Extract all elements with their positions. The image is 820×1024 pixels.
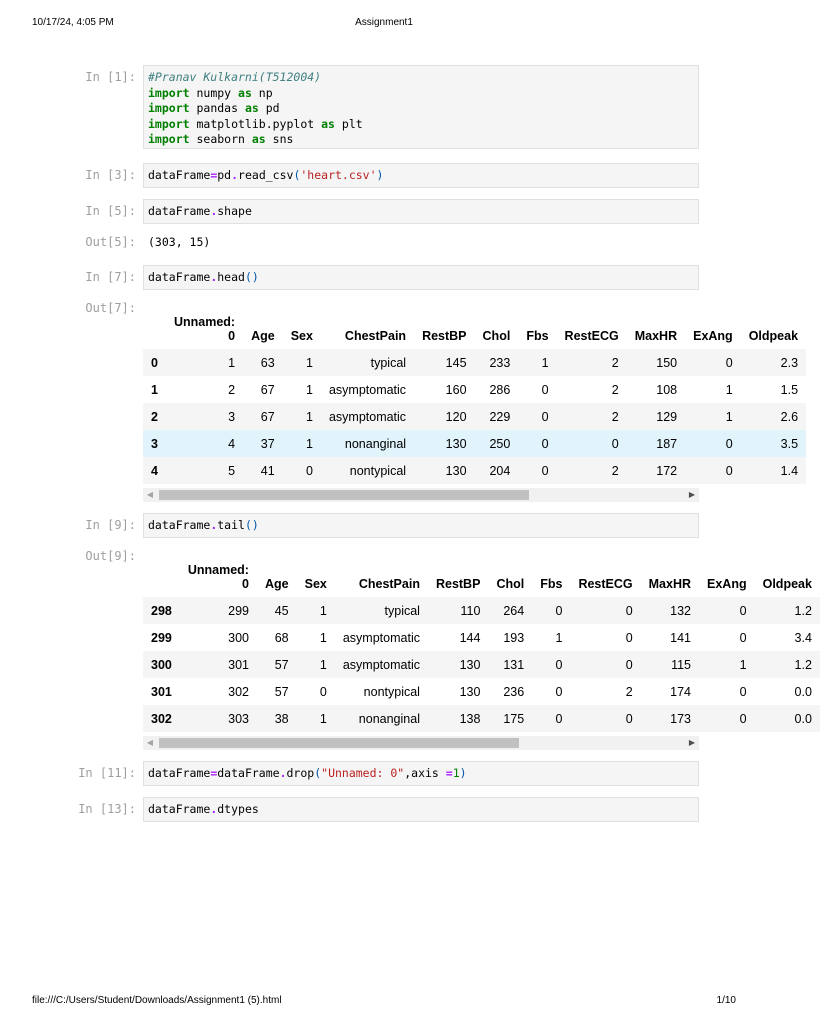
code-input[interactable] (143, 163, 699, 188)
table-cell: 2 (611, 382, 619, 397)
table-cell: 2.3 (780, 355, 799, 370)
table-cell: 0 (625, 603, 633, 618)
table-header-row (143, 547, 820, 597)
table-cell: nonanginal (358, 711, 420, 726)
table-cell: 1 (319, 630, 327, 645)
code-token: import (148, 85, 190, 100)
table-cell: 1 (228, 355, 236, 370)
code-token: import (148, 132, 190, 147)
code-token: as (238, 85, 252, 100)
table-cell: 138 (459, 711, 481, 726)
table-cell: 1 (306, 436, 313, 451)
code-token: dataFrame (148, 518, 211, 532)
table-cell: 0 (739, 711, 747, 726)
table-cell: 115 (671, 657, 692, 672)
column-header: Unnamed: 0 (173, 315, 236, 343)
table-cell: 2 (611, 355, 619, 370)
table-row (143, 678, 820, 705)
table-cell: 1 (555, 630, 563, 645)
code-token: dataFrame (148, 168, 211, 182)
table-row (143, 624, 820, 651)
table-row (143, 597, 820, 624)
table-cell: typical (370, 355, 407, 370)
output-prompt: Out[7]: (85, 301, 136, 315)
table-cell: 0 (319, 684, 327, 699)
column-header: Age (264, 577, 289, 591)
code-token: drop (286, 766, 315, 780)
table-cell: 1.5 (780, 382, 799, 397)
table-cell: 187 (656, 436, 678, 451)
code-token: "Unnamed: 0" (321, 766, 405, 780)
output-prompt: Out[9]: (85, 549, 136, 563)
table-cell: 68 (274, 630, 289, 645)
code-input[interactable] (143, 513, 699, 538)
table-cell: 1 (541, 355, 549, 370)
input-prompt: In [7]: (85, 270, 136, 284)
row-index: 2 (151, 409, 158, 424)
code-token: as (321, 116, 335, 131)
code-token: dataFrame (148, 766, 211, 780)
scrollbar-thumb[interactable] (159, 490, 529, 500)
table-cell: 0 (725, 463, 733, 478)
table-cell: 175 (503, 711, 525, 726)
table-cell: 0 (541, 382, 549, 397)
column-header: RestBP (422, 329, 467, 343)
code-token: np (251, 85, 273, 100)
horizontal-scrollbar[interactable] (143, 488, 699, 502)
code-token: import (148, 101, 190, 116)
code-token: . (210, 204, 218, 218)
code-token: . (210, 518, 218, 532)
table-cell: 130 (459, 684, 481, 699)
row-index: 302 (151, 711, 172, 726)
input-prompt: In [1]: (85, 70, 136, 84)
code-token: dataFrame (148, 204, 211, 218)
column-header: Unnamed: 0 (187, 563, 249, 591)
column-header (143, 299, 166, 349)
dataframe-table (143, 299, 806, 484)
table-cell: 150 (656, 355, 678, 370)
table-cell: 144 (459, 630, 481, 645)
table-cell: 63 (260, 355, 275, 370)
table-cell: 67 (260, 409, 275, 424)
table-cell: 2 (611, 409, 619, 424)
code-token: = (210, 168, 218, 182)
table-cell: 204 (489, 463, 511, 478)
column-header: ExAng (693, 329, 733, 343)
print-header (0, 17, 768, 31)
table-cell: 1 (306, 409, 313, 424)
table-row (143, 403, 806, 430)
row-index: 3 (151, 436, 158, 451)
table-cell: 3.5 (780, 436, 799, 451)
code-token: 1 (452, 766, 460, 780)
table-cell: 2.6 (780, 409, 799, 424)
dataframe-tail (143, 547, 812, 727)
column-header: Sex (304, 577, 327, 591)
column-header: Oldpeak (748, 329, 799, 343)
column-header: Fbs (540, 577, 563, 591)
code-input[interactable] (143, 265, 699, 290)
table-cell: 131 (503, 657, 525, 672)
table-cell: 0 (541, 409, 549, 424)
table-cell: 236 (503, 684, 525, 699)
code-line (148, 132, 694, 148)
scroll-left-icon[interactable]: ◀ (146, 738, 154, 747)
print-page-number: 1/10 (716, 995, 736, 1006)
table-cell: 193 (503, 630, 525, 645)
table-cell: 0 (625, 657, 633, 672)
scrollbar-thumb[interactable] (159, 738, 519, 748)
input-prompt: In [11]: (78, 766, 136, 780)
table-cell: 0 (555, 684, 563, 699)
code-token: dataFrame (148, 270, 211, 284)
code-token: . (210, 270, 218, 284)
code-token: () (244, 518, 259, 532)
code-token: read_csv (238, 168, 294, 182)
table-cell: 67 (260, 382, 275, 397)
table-row (143, 457, 806, 484)
table-cell: 1 (306, 382, 313, 397)
table-cell: asymptomatic (342, 657, 420, 672)
column-header: RestECG (578, 577, 633, 591)
code-token: pd (258, 101, 280, 116)
table-cell: 0 (725, 355, 733, 370)
column-header: Oldpeak (762, 577, 812, 591)
dataframe-head (143, 299, 799, 478)
table-cell: 233 (489, 355, 511, 370)
code-token: dataFrame (217, 766, 280, 780)
table-row (143, 705, 820, 732)
table-cell: 302 (228, 684, 249, 699)
table-cell: 37 (260, 436, 275, 451)
input-prompt: In [13]: (78, 802, 136, 816)
column-header: MaxHR (648, 577, 692, 591)
print-title: Assignment1 (355, 17, 413, 28)
column-header: ChestPain (358, 577, 420, 591)
column-header: ExAng (707, 577, 747, 591)
column-header: MaxHR (634, 329, 678, 343)
table-cell: 0.0 (794, 684, 812, 699)
table-row (143, 651, 820, 678)
code-token: . (210, 802, 218, 816)
column-header: Fbs (526, 329, 549, 343)
table-cell: 145 (445, 355, 467, 370)
output-prompt: Out[5]: (85, 235, 136, 249)
table-cell: 303 (228, 711, 249, 726)
code-token: () (244, 270, 259, 284)
table-cell: 286 (489, 382, 511, 397)
column-header: Sex (290, 329, 313, 343)
table-cell: 1 (739, 657, 747, 672)
code-line (148, 518, 694, 534)
table-cell: 264 (503, 603, 525, 618)
table-cell: 141 (670, 630, 692, 645)
code-token: ,axis (404, 766, 446, 780)
table-cell: 2 (228, 382, 236, 397)
code-line (148, 117, 694, 133)
code-token: head (217, 270, 245, 284)
code-token: as (251, 132, 266, 147)
row-index: 1 (151, 382, 158, 397)
table-cell: 0 (555, 603, 563, 618)
code-token: ) (376, 168, 384, 182)
table-cell: 0 (739, 630, 747, 645)
code-line (148, 270, 694, 286)
table-cell: 0 (625, 630, 633, 645)
table-cell: 0 (725, 436, 733, 451)
table-cell: 301 (228, 657, 249, 672)
table-cell: 130 (445, 436, 467, 451)
code-line (148, 766, 694, 782)
table-cell: 0 (555, 657, 563, 672)
table-cell: 0.0 (794, 711, 812, 726)
code-token: as (244, 101, 259, 116)
table-cell: 5 (228, 463, 236, 478)
code-token: ( (314, 766, 322, 780)
table-cell: 1 (319, 603, 327, 618)
table-cell: 1.2 (794, 603, 812, 618)
table-cell: nontypical (349, 463, 407, 478)
code-input[interactable] (143, 199, 699, 224)
column-header: ChestPain (344, 329, 407, 343)
table-cell: 1 (725, 409, 733, 424)
table-cell: nontypical (363, 684, 420, 699)
print-datetime: 10/17/24, 4:05 PM (32, 17, 114, 28)
table-cell: asymptomatic (328, 382, 407, 397)
code-token: = (445, 766, 453, 780)
table-cell: 0 (306, 463, 313, 478)
code-input[interactable] (143, 761, 699, 786)
column-header: RestBP (435, 577, 481, 591)
table-cell: 108 (656, 382, 678, 397)
dataframe-table (143, 547, 820, 732)
table-cell: 1.2 (794, 657, 812, 672)
code-token: #Pranav Kulkarni(T512004) (148, 70, 322, 84)
table-cell: 0 (555, 711, 563, 726)
table-cell: 57 (274, 684, 289, 699)
table-cell: 0 (739, 684, 747, 699)
code-token: plt (334, 116, 363, 131)
table-cell: asymptomatic (328, 409, 407, 424)
table-row (143, 430, 806, 457)
table-cell: 299 (228, 603, 249, 618)
code-token: seaborn (189, 132, 252, 147)
row-index: 0 (151, 355, 158, 370)
table-cell: 0 (611, 436, 619, 451)
table-cell: 130 (459, 657, 481, 672)
column-header (143, 547, 180, 597)
row-index: 300 (151, 657, 172, 672)
table-header-row (143, 299, 806, 349)
code-token: import (148, 116, 190, 131)
table-cell: 174 (670, 684, 692, 699)
code-line (148, 168, 694, 184)
table-cell: typical (384, 603, 420, 618)
scroll-right-icon[interactable]: ▶ (688, 490, 696, 499)
code-token: dataFrame (148, 802, 211, 816)
table-cell: 3.4 (794, 630, 812, 645)
table-cell: 120 (445, 409, 467, 424)
output-text: (303, 15) (148, 235, 211, 249)
column-header: Chol (496, 577, 525, 591)
input-prompt: In [5]: (85, 204, 136, 218)
table-cell: 0 (541, 436, 549, 451)
code-token: pd (217, 168, 232, 182)
print-footer (0, 995, 768, 1009)
code-token: pandas (189, 101, 245, 116)
table-cell: 41 (260, 463, 275, 478)
table-row (143, 349, 806, 376)
table-cell: 300 (228, 630, 249, 645)
code-token: = (210, 766, 218, 780)
column-header: RestECG (564, 329, 619, 343)
table-cell: 3 (228, 409, 236, 424)
table-cell: 1 (725, 382, 733, 397)
code-line (148, 802, 694, 818)
code-token: . (231, 168, 239, 182)
code-token: ) (459, 766, 467, 780)
table-cell: 45 (274, 603, 289, 618)
row-index: 301 (151, 684, 172, 699)
table-cell: nonanginal (344, 436, 407, 451)
row-index: 4 (151, 463, 158, 478)
table-cell: 250 (489, 436, 511, 451)
code-input[interactable] (143, 65, 699, 149)
scroll-left-icon[interactable]: ◀ (146, 490, 154, 499)
table-cell: 38 (274, 711, 289, 726)
input-prompt: In [9]: (85, 518, 136, 532)
table-cell: 0 (739, 603, 747, 618)
table-cell: 172 (656, 463, 678, 478)
table-cell: 1.4 (780, 463, 799, 478)
table-cell: 2 (625, 684, 633, 699)
table-cell: asymptomatic (342, 630, 420, 645)
row-index: 299 (151, 630, 172, 645)
scroll-right-icon[interactable]: ▶ (688, 738, 696, 747)
table-cell: 160 (445, 382, 467, 397)
code-line (148, 86, 694, 102)
table-cell: 229 (489, 409, 511, 424)
code-line (148, 70, 694, 86)
code-line (148, 204, 694, 220)
horizontal-scrollbar[interactable] (143, 736, 699, 750)
code-input[interactable] (143, 797, 699, 822)
code-token: shape (217, 204, 252, 218)
table-cell: 1 (306, 355, 313, 370)
table-cell: 110 (460, 603, 481, 618)
code-token: . (279, 766, 287, 780)
table-cell: 132 (670, 603, 692, 618)
table-cell: 130 (445, 463, 467, 478)
code-line (148, 101, 694, 117)
code-token: sns (265, 132, 294, 147)
code-token: matplotlib.pyplot (189, 116, 322, 131)
code-token: numpy (189, 85, 239, 100)
table-row (143, 376, 806, 403)
table-cell: 0 (541, 463, 549, 478)
table-cell: 2 (611, 463, 619, 478)
code-token: tail (217, 518, 245, 532)
code-token: 'heart.csv' (300, 168, 377, 182)
table-cell: 1 (319, 657, 327, 672)
code-token: dtypes (217, 802, 259, 816)
column-header: Chol (482, 329, 511, 343)
print-path: file:///C:/Users/Student/Downloads/Assignment1 (5).html (32, 995, 282, 1006)
row-index: 298 (151, 603, 172, 618)
table-cell: 173 (670, 711, 692, 726)
table-cell: 0 (625, 711, 633, 726)
table-cell: 129 (656, 409, 678, 424)
input-prompt: In [3]: (85, 168, 136, 182)
column-header: Age (251, 329, 275, 343)
code-token: ( (293, 168, 301, 182)
table-cell: 57 (274, 657, 289, 672)
table-cell: 4 (228, 436, 236, 451)
table-cell: 1 (319, 711, 327, 726)
